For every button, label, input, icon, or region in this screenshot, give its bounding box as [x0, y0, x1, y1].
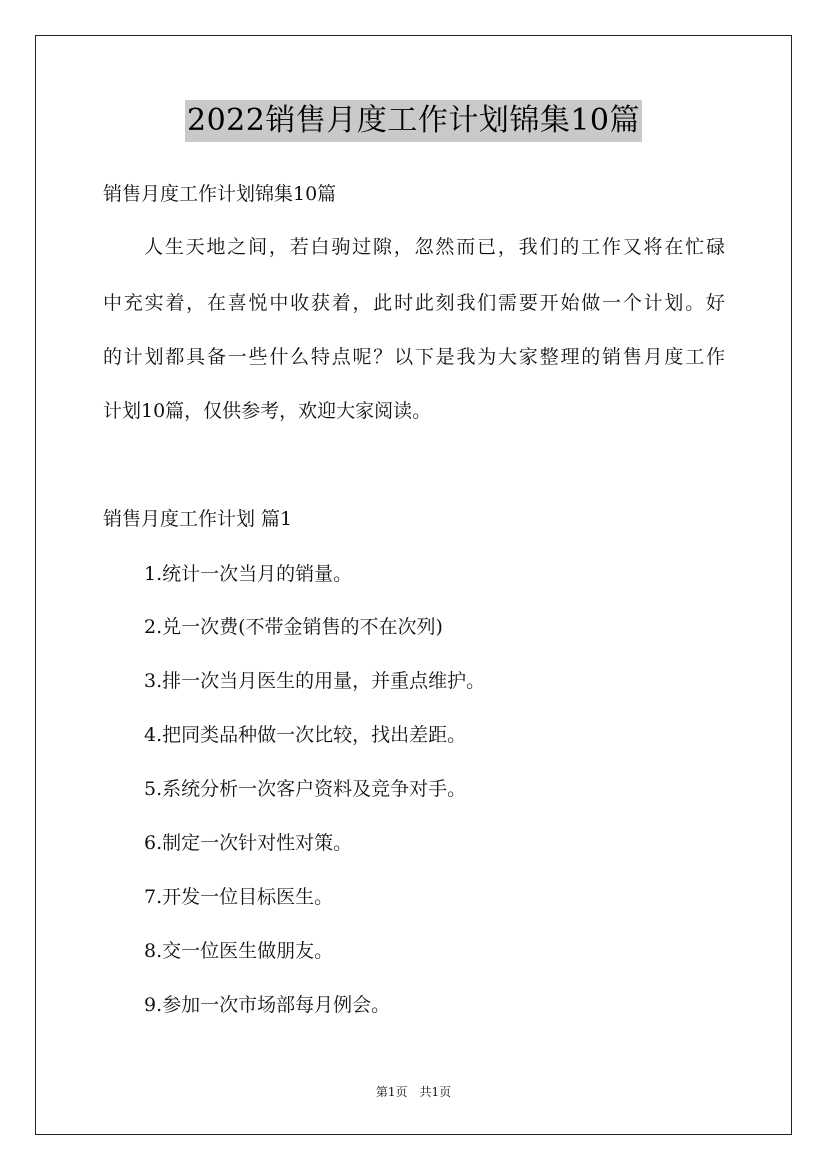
- list-item-7: 7.开发一位目标医生。: [144, 886, 334, 908]
- list-item-5: 5.系统分析一次客户资料及竞争对手。: [144, 778, 467, 800]
- list-item-9: 9.参加一次市场部每月例会。: [144, 994, 391, 1016]
- list-item-6: 6.制定一次针对性对策。: [144, 832, 353, 854]
- list-item-3: 3.排一次当月医生的用量，并重点维护。: [144, 670, 486, 692]
- list-item-1: 1.统计一次当月的销量。: [144, 563, 353, 585]
- title-container: [0, 100, 827, 142]
- list-item-2: 2.兑一次费(不带金销售的不在次列): [144, 616, 443, 638]
- intro-line-1: 人生天地之间，若白驹过隙，忽然而已，我们的工作又将在忙碌: [144, 236, 725, 258]
- intro-line-3: 的计划都具备一些什么特点呢？以下是我为大家整理的销售月度工作: [103, 346, 725, 368]
- document-subtitle: 销售月度工作计划锦集10篇: [103, 183, 337, 205]
- list-item-8: 8.交一位医生做朋友。: [144, 940, 334, 962]
- intro-line-2: 中充实着，在喜悦中收获着，此时此刻我们需要开始做一个计划。好: [103, 292, 725, 314]
- intro-line-4: 计划10篇，仅供参考，欢迎大家阅读。: [103, 400, 432, 422]
- page-footer: 第1页 共1页: [375, 1085, 452, 1099]
- document-title: 2022销售月度工作计划锦集10篇: [185, 100, 642, 142]
- section-heading: 销售月度工作计划 篇1: [103, 508, 293, 530]
- list-item-4: 4.把同类品种做一次比较，找出差距。: [144, 724, 467, 746]
